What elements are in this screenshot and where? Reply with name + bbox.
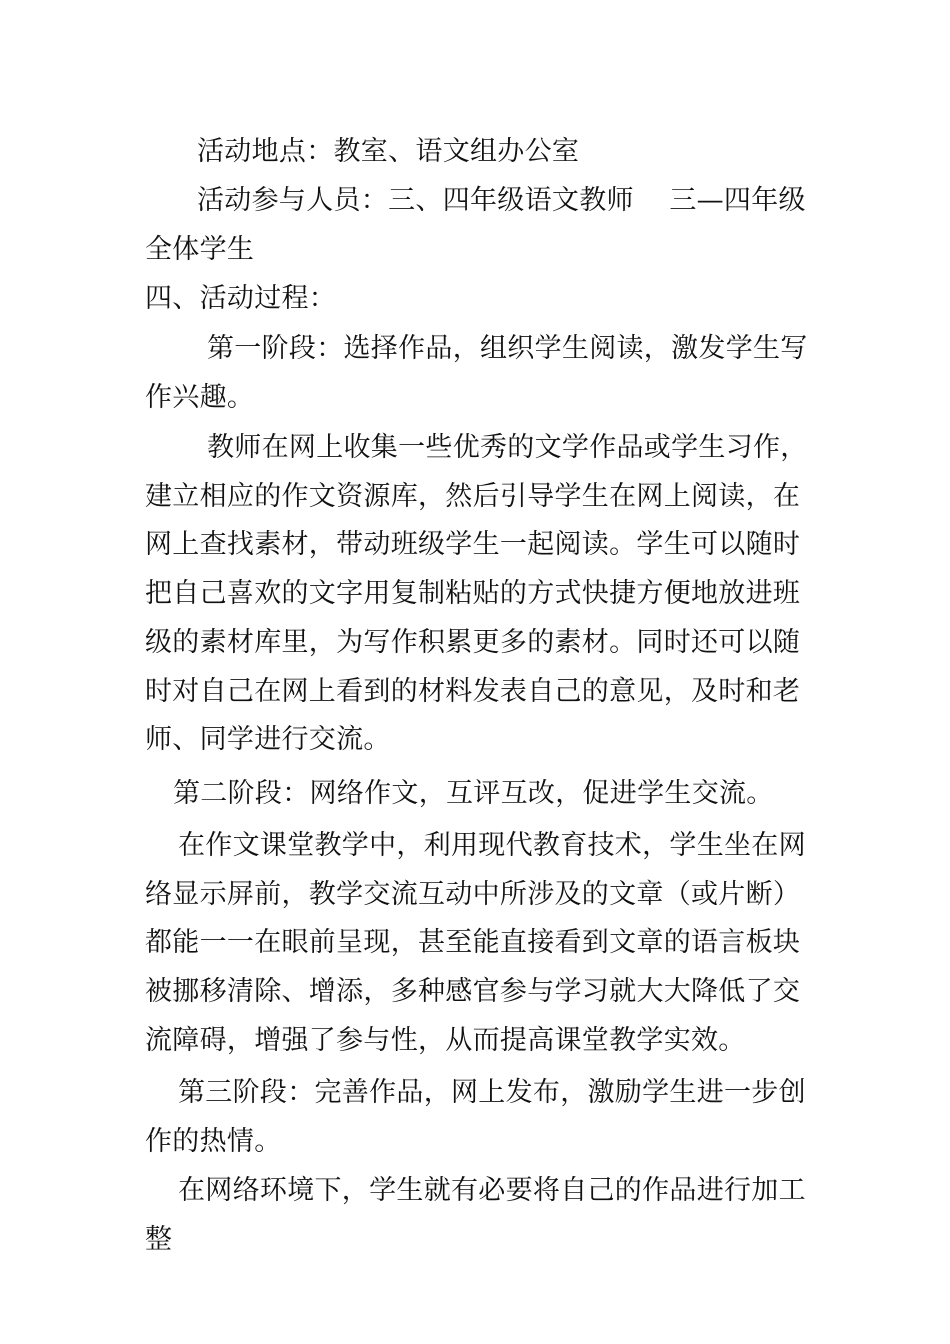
section-heading-activity-process: 四、活动过程： [145, 283, 337, 314]
activity-location: 活动地点：教室、语文组办公室 [197, 136, 580, 167]
stage-three-paragraph: 在网络环境下，学生就有必要将自己的作品进行加工整 [145, 1175, 806, 1255]
stage-one-paragraph: 教师在网上收集一些优秀的文学作品或学生习作，建立相应的作文资源库，然后引导学生在网上阅读，在网上查找素材，带动班级学生一起阅读。学生可以随时把自己喜欢的文字用复制粘贴的方式快捷方便地放进班级的素材库里，为写作积累更多的素材。同时还可以随时对自己在网上看到的材料发表自己的意见，及时和老师、同学进行交流。 [145, 432, 808, 756]
stage-two-heading: 第二阶段：网络作文，互评互改，促进学生交流。 [173, 778, 774, 809]
stage-one-heading: 第一阶段：选择作品，组织学生阅读，激发学生写作兴趣。 [145, 333, 808, 413]
activity-participants: 活动参与人员：三、四年级语文教师 三—四年级全体学生 [145, 185, 806, 265]
stage-two-paragraph: 在作文课堂教学中，利用现代教育技术，学生坐在网络显示屏前，教学交流互动中所涉及的文章（或片断）都能一一在眼前呈现，甚至能直接看到文章的语言板块被挪移清除、增添，多种感官参与学习就大大降低了交流障碍，增强了参与性，从而提高课堂教学实效。 [145, 830, 806, 1056]
stage-three-heading: 第三阶段：完善作品，网上发布，激励学生进一步创作的热情。 [145, 1077, 806, 1157]
